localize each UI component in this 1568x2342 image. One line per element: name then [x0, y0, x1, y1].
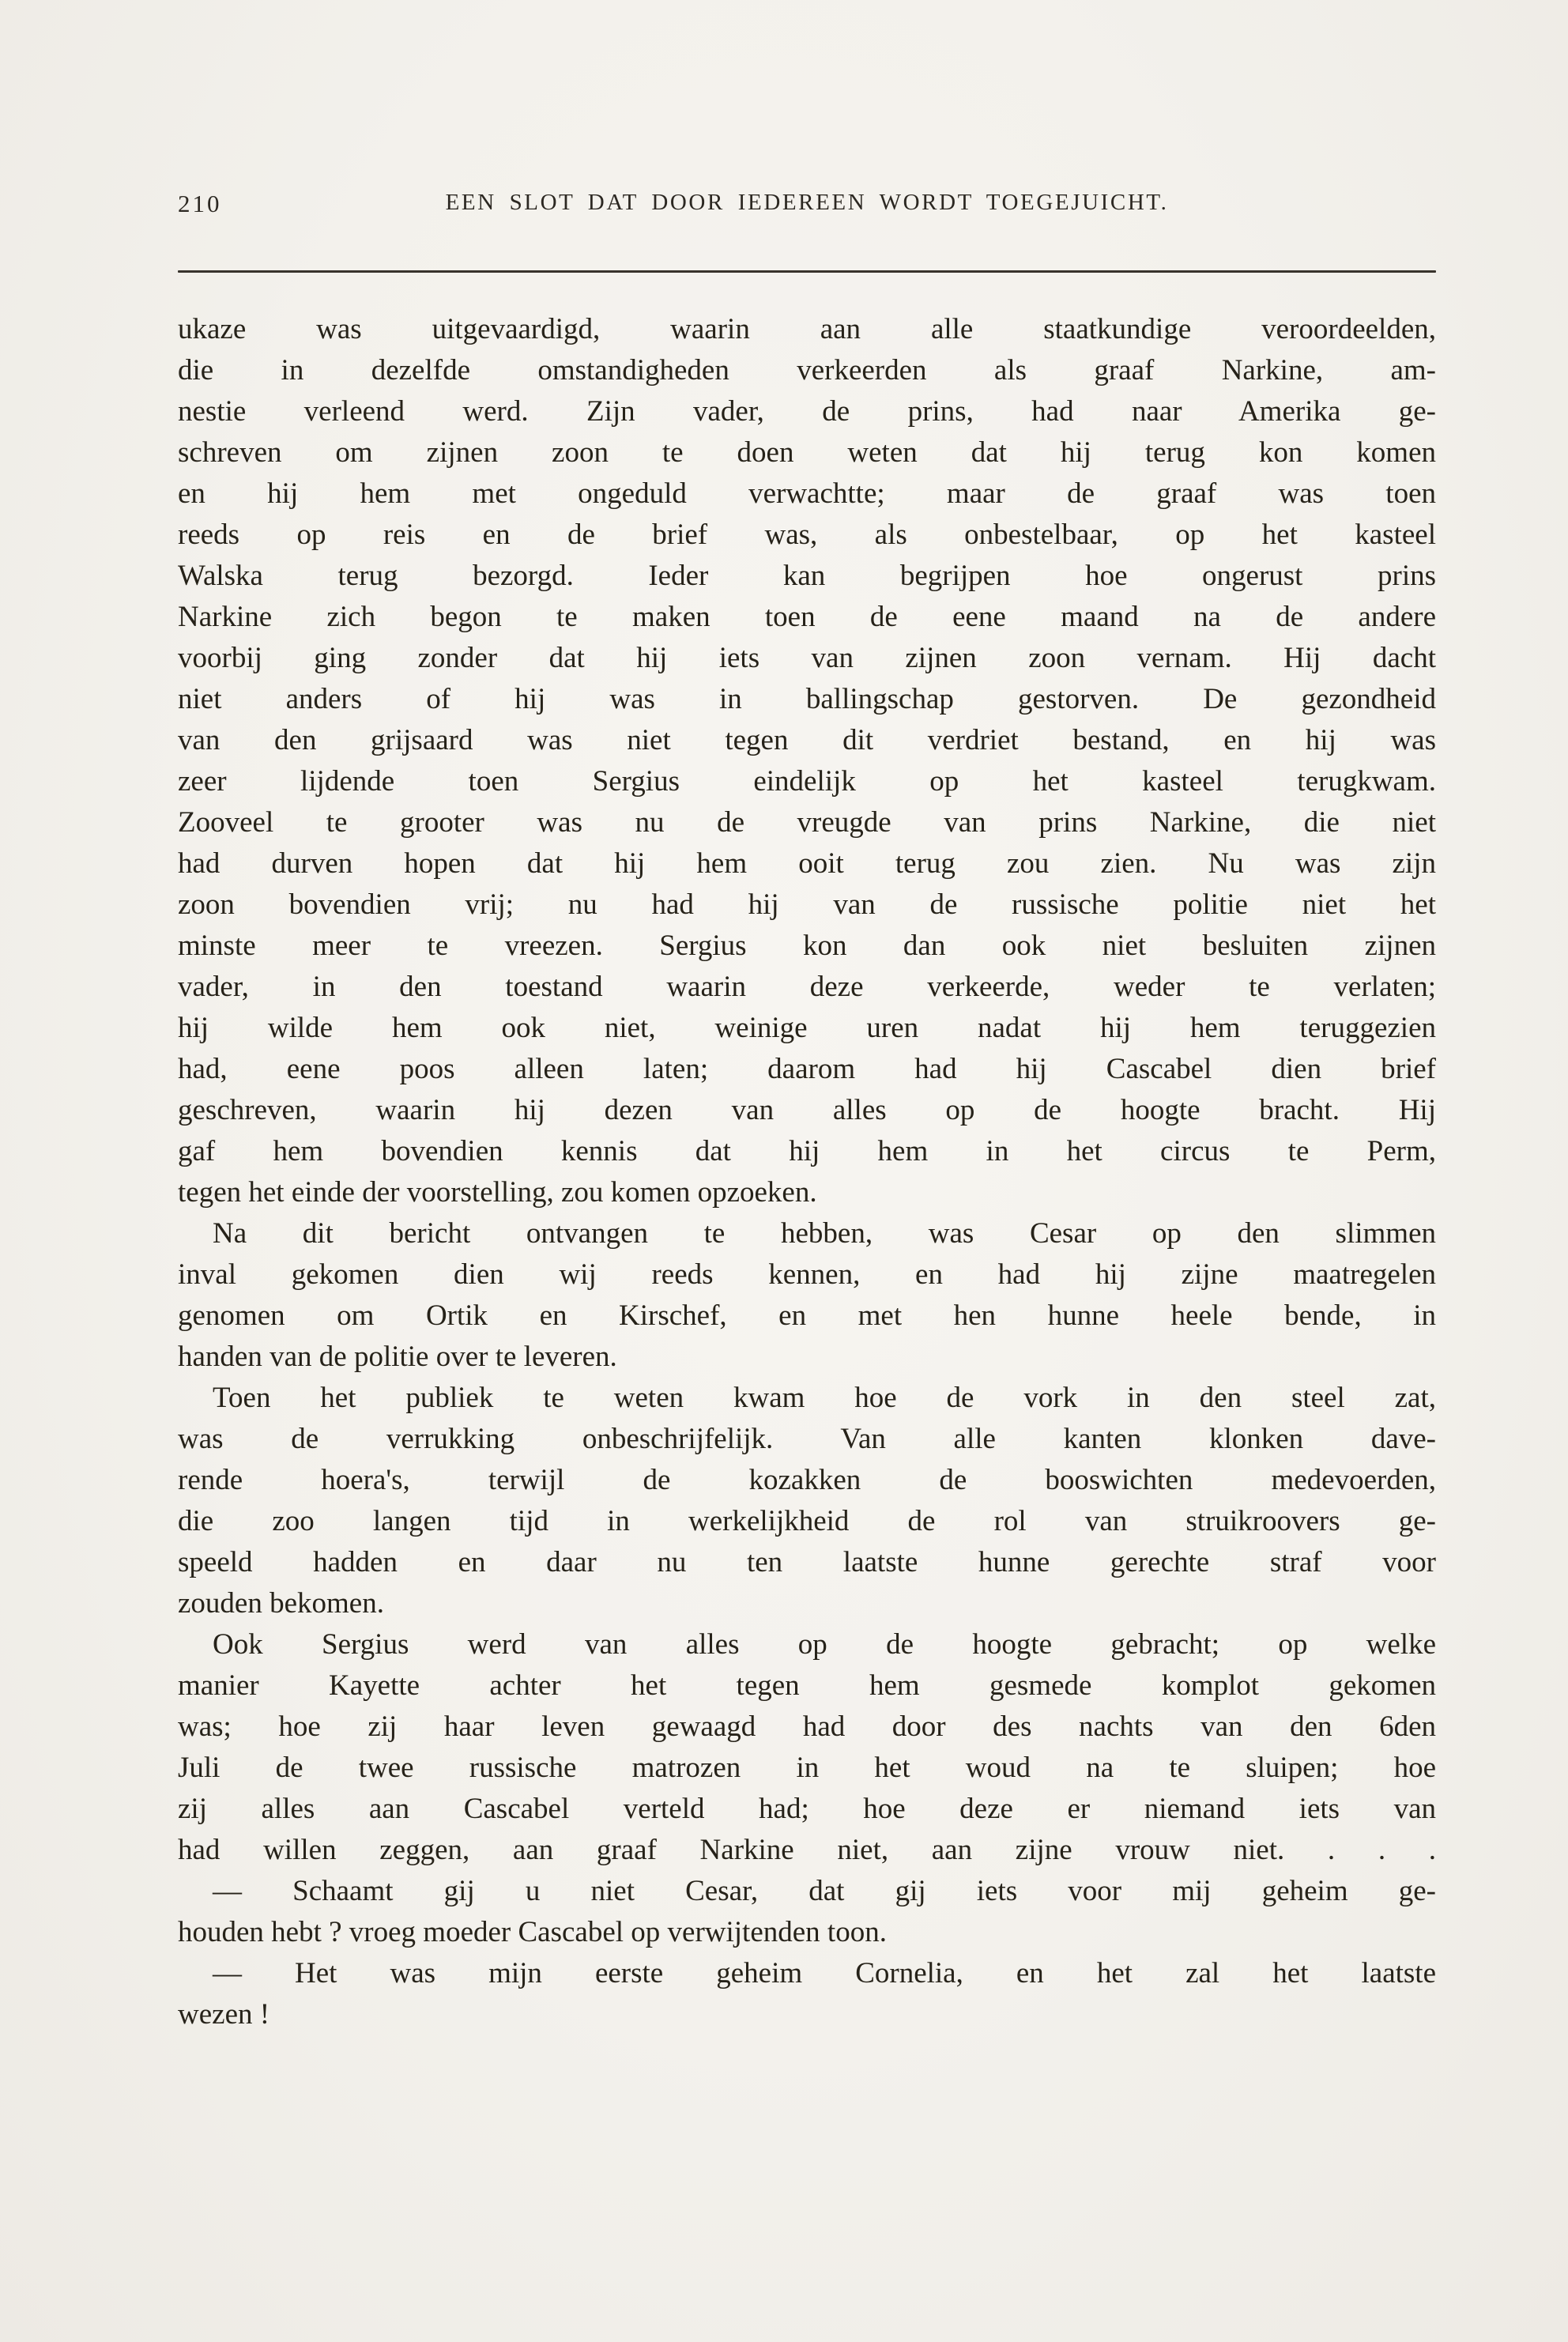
text-line: was; hoe zij haar leven gewaagd had door des nachts van den 6den	[178, 1710, 1436, 1743]
text-line: manier Kayette achter het tegen hem gesmede komplot gekomen	[178, 1669, 1436, 1702]
text-line: Narkine zich begon te maken toen de eene maand na de andere	[178, 601, 1436, 633]
text-line: en hij hem met ongeduld verwachtte; maar de graaf was toen	[178, 477, 1436, 510]
paragraph	[178, 1213, 1436, 1378]
text-line: minste meer te vreezen. Sergius kon dan ook niet besluiten zijnen	[178, 930, 1436, 962]
text-line: Ook Sergius werd van alles op de hoogte gebracht; op welke	[213, 1628, 1436, 1661]
text-line: van den grijsaard was niet tegen dit verdriet bestand, en hij was	[178, 724, 1436, 756]
text-line: zeer lijdende toen Sergius eindelijk op het kasteel terugkwam.	[178, 765, 1436, 798]
text-line: zoon bovendien vrij; nu had hij van de russische politie niet het	[178, 888, 1436, 921]
text-line: Na dit bericht ontvangen te hebben, was Cesar op den slimmen	[213, 1217, 1436, 1250]
body-text	[178, 309, 1436, 2035]
text-line: — Het was mijn eerste geheim Cornelia, en het zal het laatste	[213, 1957, 1436, 1989]
text-line: had willen zeggen, aan graaf Narkine niet, aan zijne vrouw niet. . . .	[178, 1834, 1436, 1866]
text-line: zouden bekomen.	[178, 1587, 384, 1620]
text-line: inval gekomen dien wij reeds kennen, en had hij zijne maatregelen	[178, 1258, 1436, 1291]
paragraph	[178, 1953, 1436, 2035]
text-line: speeld hadden en daar nu ten laatste hunne gerechte straf voor	[178, 1546, 1436, 1578]
text-line: Zooveel te grooter was nu de vreugde van prins Narkine, die niet	[178, 806, 1436, 839]
text-line: voorbij ging zonder dat hij iets van zijnen zoon vernam. Hij dacht	[178, 642, 1436, 674]
text-line: reeds op reis en de brief was, als onbestelbaar, op het kasteel	[178, 519, 1436, 551]
text-line: tegen het einde der voorstelling, zou komen opzoeken.	[178, 1176, 817, 1209]
header-rule	[178, 270, 1436, 273]
text-line: genomen om Ortik en Kirschef, en met hen hunne heele bende, in	[178, 1299, 1436, 1332]
text-line: had, eene poos alleen laten; daarom had hij Cascabel dien brief	[178, 1053, 1436, 1085]
page-number: 210	[178, 190, 222, 217]
text-line: vader, in den toestand waarin deze verkeerde, weder te verlaten;	[178, 971, 1436, 1003]
paragraph	[178, 1871, 1436, 1953]
text-line: had durven hopen dat hij hem ooit terug zou zien. Nu was zijn	[178, 847, 1436, 880]
running-title: EEN SLOT DAT DOOR IEDEREEN WORDT TOEGEJUICHT.	[445, 190, 1169, 215]
text-line: gaf hem bovendien kennis dat hij hem in het circus te Perm,	[178, 1135, 1436, 1167]
text-line: houden hebt ? vroeg moeder Cascabel op verwijtenden toon.	[178, 1916, 887, 1948]
text-line: was de verrukking onbeschrijfelijk. Van alle kanten klonken dave-	[178, 1423, 1436, 1455]
text-line: ukaze was uitgevaardigd, waarin aan alle staatkundige veroordeelden,	[178, 313, 1436, 345]
text-line: handen van de politie over te leveren.	[178, 1341, 617, 1373]
text-line: die zoo langen tijd in werkelijkheid de rol van struikroovers ge-	[178, 1505, 1436, 1537]
text-line: wezen !	[178, 1998, 270, 2031]
text-line: niet anders of hij was in ballingschap gestorven. De gezondheid	[178, 683, 1436, 715]
page-header	[178, 190, 1436, 221]
text-line: Walska terug bezorgd. Ieder kan begrijpen hoe ongerust prins	[178, 560, 1436, 592]
text-line: rende hoera's, terwijl de kozakken de booswichten medevoerden,	[178, 1464, 1436, 1496]
text-line: hij wilde hem ook niet, weinige uren nadat hij hem teruggezien	[178, 1012, 1436, 1044]
text-line: nestie verleend werd. Zijn vader, de prins, had naar Amerika ge-	[178, 395, 1436, 428]
paragraph	[178, 1624, 1436, 1871]
text-line: Toen het publiek te weten kwam hoe de vork in den steel zat,	[213, 1382, 1436, 1414]
text-line: schreven om zijnen zoon te doen weten dat hij terug kon komen	[178, 436, 1436, 469]
text-line: Juli de twee russische matrozen in het woud na te sluipen; hoe	[178, 1752, 1436, 1784]
text-line: — Schaamt gij u niet Cesar, dat gij iets voor mij geheim ge-	[213, 1875, 1436, 1907]
text-line: zij alles aan Cascabel verteld had; hoe deze er niemand iets van	[178, 1793, 1436, 1825]
text-line: geschreven, waarin hij dezen van alles op de hoogte bracht. Hij	[178, 1094, 1436, 1126]
paragraph	[178, 1378, 1436, 1624]
paragraph	[178, 309, 1436, 1213]
text-line: die in dezelfde omstandigheden verkeerden als graaf Narkine, am-	[178, 354, 1436, 387]
